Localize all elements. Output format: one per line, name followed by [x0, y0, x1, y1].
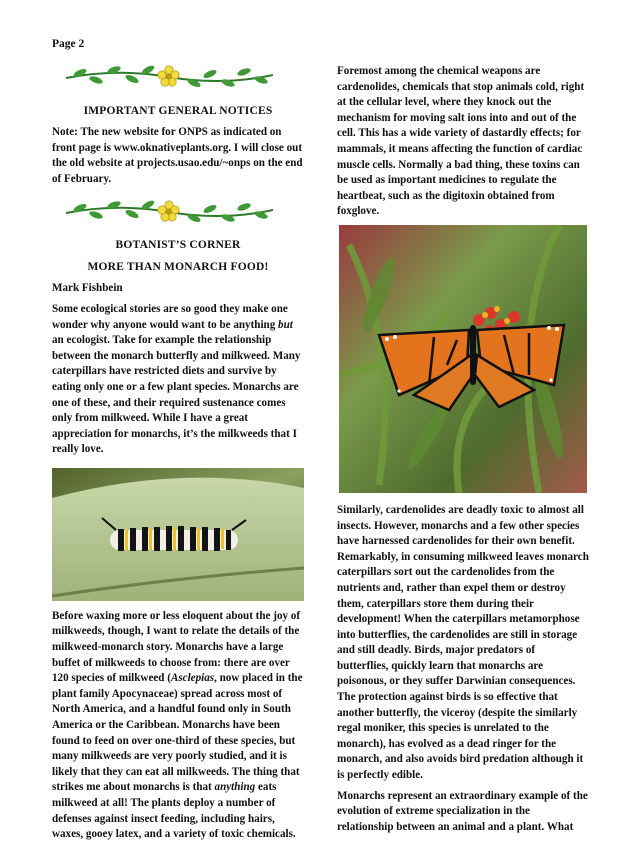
notices-heading: IMPORTANT GENERAL NOTICES — [83, 104, 273, 117]
right-column — [337, 64, 589, 840]
article-paragraph: Some ecological stories are so good they make one wonder why anyone would want to be anything but an ecologist. Take for example the relationship between the monarch butterfly and milkweed. Many caterpillars have restricted diets and survive by eating only one or a few plant species. Monarchs are one of these, and their required sustenance comes only from milkweed. While I have a great appreciation for monarchs, it’s the milkweeds that I really love. — [52, 302, 301, 456]
flower-icon — [158, 200, 179, 220]
caterpillar-photo — [52, 468, 304, 601]
article-paragraph: Foremost among the chemical weapons are cardenolides, chemicals that stop animals cold, right at the cellular level, where they knock out the mechanism for moving salt ions into and out of the cell. This has a wide variety of dastardly effects; for mammals, it means affecting the function of cardiac muscle cells. Normally a bad thing, these toxins can be used as important medicines to regulate the heartbeat, such as the digitoxin obtained from foxglove. — [337, 65, 585, 218]
page-number: Page 2 — [52, 38, 85, 50]
article-paragraph: Similarly, cardenolides are deadly toxic to almost all insects. However, monarchs and a few other species have harnessed cardenolides for their own benefit. Remarkably, in consuming milkweed leaves monarch caterpillars sort out the cardenolides from the nutrients and, rather than expel them or destroy them, caterpillars store them during their development! When the caterpillars metamorphose into butterflies, the cardenolides are still in storage and still deadly. Birds, major predators of butterflies, quickly learn that monarchs are poisonous, or they suffer Darwinian consequences. The protection against birds is so effective that another butterfly, the viceroy (despite the similarly regal moniker, this species is unrelated to the monarch), has evolved as a dead ringer for the monarch, and also avoids bird predation although it is perfectly edible. — [337, 503, 589, 782]
left-column — [52, 64, 304, 848]
notices-text: Note: The new website for ONPS as indicated on front page is www.oknativeplants.org. I will close out the old website at projects.usao.edu/~onps on the end of February. — [52, 126, 303, 185]
article-title: MORE THAN MONARCH FOOD! — [87, 260, 269, 273]
article-paragraph: Monarchs represent an extraordinary example of the evolution of extreme specialization in the relationship between an animal and a plant. What — [337, 789, 588, 833]
flower-icon — [158, 66, 179, 86]
monarch-butterfly-photo — [339, 225, 587, 493]
section-heading: BOTANIST’S CORNER — [115, 239, 241, 252]
vine-flower-divider — [62, 199, 277, 223]
article-paragraph: Before waxing more or less eloquent about the joy of milkweeds, though, I want to relate the details of the milkweed-monarch story. Monarchs have a large buffet of milkweeds to choose from: there are over 120 species of milkweed (Asclepias, now placed in the plant family Apocynaceae) spread across most of North America, and a handful found only in South America or the Caribbean. Monarchs have been found to feed on over one-third of these species, but many milkweeds are very poorly studied, and it is likely that they can eat all milkweeds. The thing that strikes me about monarchs is that anything eats milkweed at all! The plants deploy a number of defenses against insect feeding, including hairs, waxes, gooey latex, and a variety of toxic chemicals. — [52, 609, 303, 841]
vine-flower-divider — [62, 64, 277, 88]
article-author: Mark Fishbein — [52, 282, 123, 295]
